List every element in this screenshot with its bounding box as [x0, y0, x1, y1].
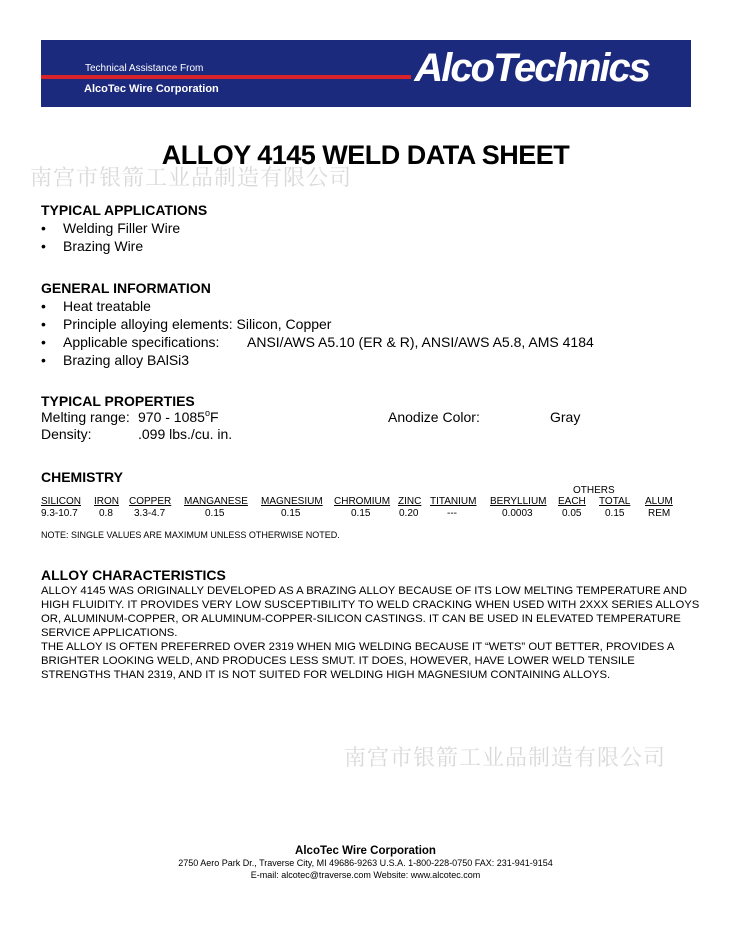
chem-header-alum: ALUM: [645, 496, 673, 507]
others-label: OTHERS: [573, 485, 615, 496]
watermark-bottom: 南宫市银箭工业品制造有限公司: [344, 746, 667, 771]
chem-value-chromium: 0.15: [351, 508, 371, 519]
chem-value-beryllium: 0.0003: [502, 508, 533, 519]
list-item: • Brazing Wire: [41, 237, 180, 255]
typical-properties-heading: TYPICAL PROPERTIES: [41, 393, 195, 409]
chem-header-beryllium: BERYLLIUM: [490, 496, 547, 507]
chem-header-chromium: CHROMIUM: [334, 496, 391, 507]
general-information-heading: GENERAL INFORMATION: [41, 280, 211, 296]
chem-value-iron: 0.8: [99, 508, 113, 519]
chem-header-zinc: ZINC: [398, 496, 422, 507]
chem-header-total: TOTAL: [599, 496, 631, 507]
list-item: • Principle alloying elements: Silicon, Copper: [41, 315, 331, 333]
banner-red-stripe: [41, 75, 411, 79]
chem-header-each: EACH: [558, 496, 586, 507]
watermark-top: 南宫市银箭工业品制造有限公司: [30, 166, 353, 191]
chem-value-copper: 3.3-4.7: [134, 508, 166, 519]
anodize-color-value: Gray: [550, 409, 581, 425]
general-information-list: [41, 297, 594, 369]
chemistry-heading: CHEMISTRY: [41, 469, 123, 485]
chem-header-silicon: SILICON: [41, 496, 82, 507]
chem-value-total: 0.15: [605, 508, 625, 519]
chem-header-manganese: MANGANESE: [184, 496, 248, 507]
banner-tagline-top: Technical Assistance From: [85, 63, 204, 74]
characteristics-paragraph: ALLOY 4145 WAS ORIGINALLY DEVELOPED AS A BRAZING ALLOY BECAUSE OF ITS LOW MELTING TEMPERATURE AND HIGH FLUIDITY. IT PROVIDES VERY LOW SUSCEPTIBILITY TO WELD CRACKING WHEN USED WITH 2XXX SERIES ALLOYS OR, ALUMINUM-COPPER, OR ALUMINUM-COPPER-SILICON CASTINGS. IT CAN BE USED IN ELEVATED TEMPERATURE SERVICE APPLICATIONS.: [41, 585, 700, 639]
footer-company: AlcoTec Wire Corporation: [295, 845, 436, 857]
specifications-label: Applicable specifications:: [63, 334, 220, 350]
chem-value-alum: REM: [648, 508, 671, 519]
alcotechnics-logo: AlcoTechnics: [414, 46, 649, 90]
density-label: Density:: [41, 426, 92, 442]
melting-range-value: 970 - 1085$^o$F: [138, 408, 219, 425]
banner-tagline-company: AlcoTec Wire Corporation: [84, 83, 219, 95]
chem-value-silicon: 9.3-10.7: [41, 508, 78, 519]
alloy-characteristics-heading: ALLOY CHARACTERISTICS: [41, 567, 226, 583]
chem-value-each: 0.05: [562, 508, 582, 519]
characteristics-paragraph: THE ALLOY IS OFTEN PREFERRED OVER 2319 WHEN MIG WELDING BECAUSE IT “WETS” OUT BETTER, PROVIDES A BRIGHTER LOOKING WELD, AND PRODUCES LESS SMUT. IT DOES, HOWEVER, HAVE LOWER WELD TENSILE STRENGTHS THAN 2319, AND IT IS NOT SUITED FOR WELDING HIGH MAGNESIUM CONTAINING ALLOYS.: [41, 641, 674, 681]
chem-header-iron: IRON: [94, 496, 119, 507]
anodize-color-label: Anodize Color:: [388, 409, 480, 425]
alloy-characteristics-body: [41, 584, 701, 682]
specifications-value: ANSI/AWS A5.10 (ER & R), ANSI/AWS A5.8, AMS 4184: [247, 334, 594, 350]
chem-value-manganese: 0.15: [205, 508, 225, 519]
chem-value-zinc: 0.20: [399, 508, 419, 519]
list-item: [41, 333, 594, 351]
chem-header-titanium: TITANIUM: [430, 496, 477, 507]
header-banner: [41, 40, 691, 107]
footer-contact: E-mail: alcotec@traverse.com Website: www.alcotec.com: [250, 870, 481, 880]
chem-value-titanium: ---: [447, 508, 457, 519]
footer-address: 2750 Aero Park Dr., Traverse City, MI 49686-9263 U.S.A. 1-800-228-0750 FAX: 231-941-9154: [178, 858, 553, 868]
list-item: • Heat treatable: [41, 297, 331, 315]
page-title: ALLOY 4145 WELD DATA SHEET: [161, 140, 570, 170]
chem-header-copper: COPPER: [129, 496, 172, 507]
typical-applications-list: [41, 219, 180, 255]
chem-header-magnesium: MAGNESIUM: [261, 496, 323, 507]
list-item: • Welding Filler Wire: [41, 219, 180, 237]
chemistry-note: NOTE: SINGLE VALUES ARE MAXIMUM UNLESS OTHERWISE NOTED.: [41, 530, 340, 540]
density-value: .099 lbs./cu. in.: [138, 426, 233, 442]
chem-value-magnesium: 0.15: [281, 508, 301, 519]
list-item: • Brazing alloy BAlSi3: [41, 351, 331, 369]
melting-range-label: Melting range:: [41, 409, 130, 425]
typical-applications-heading: TYPICAL APPLICATIONS: [41, 202, 208, 218]
